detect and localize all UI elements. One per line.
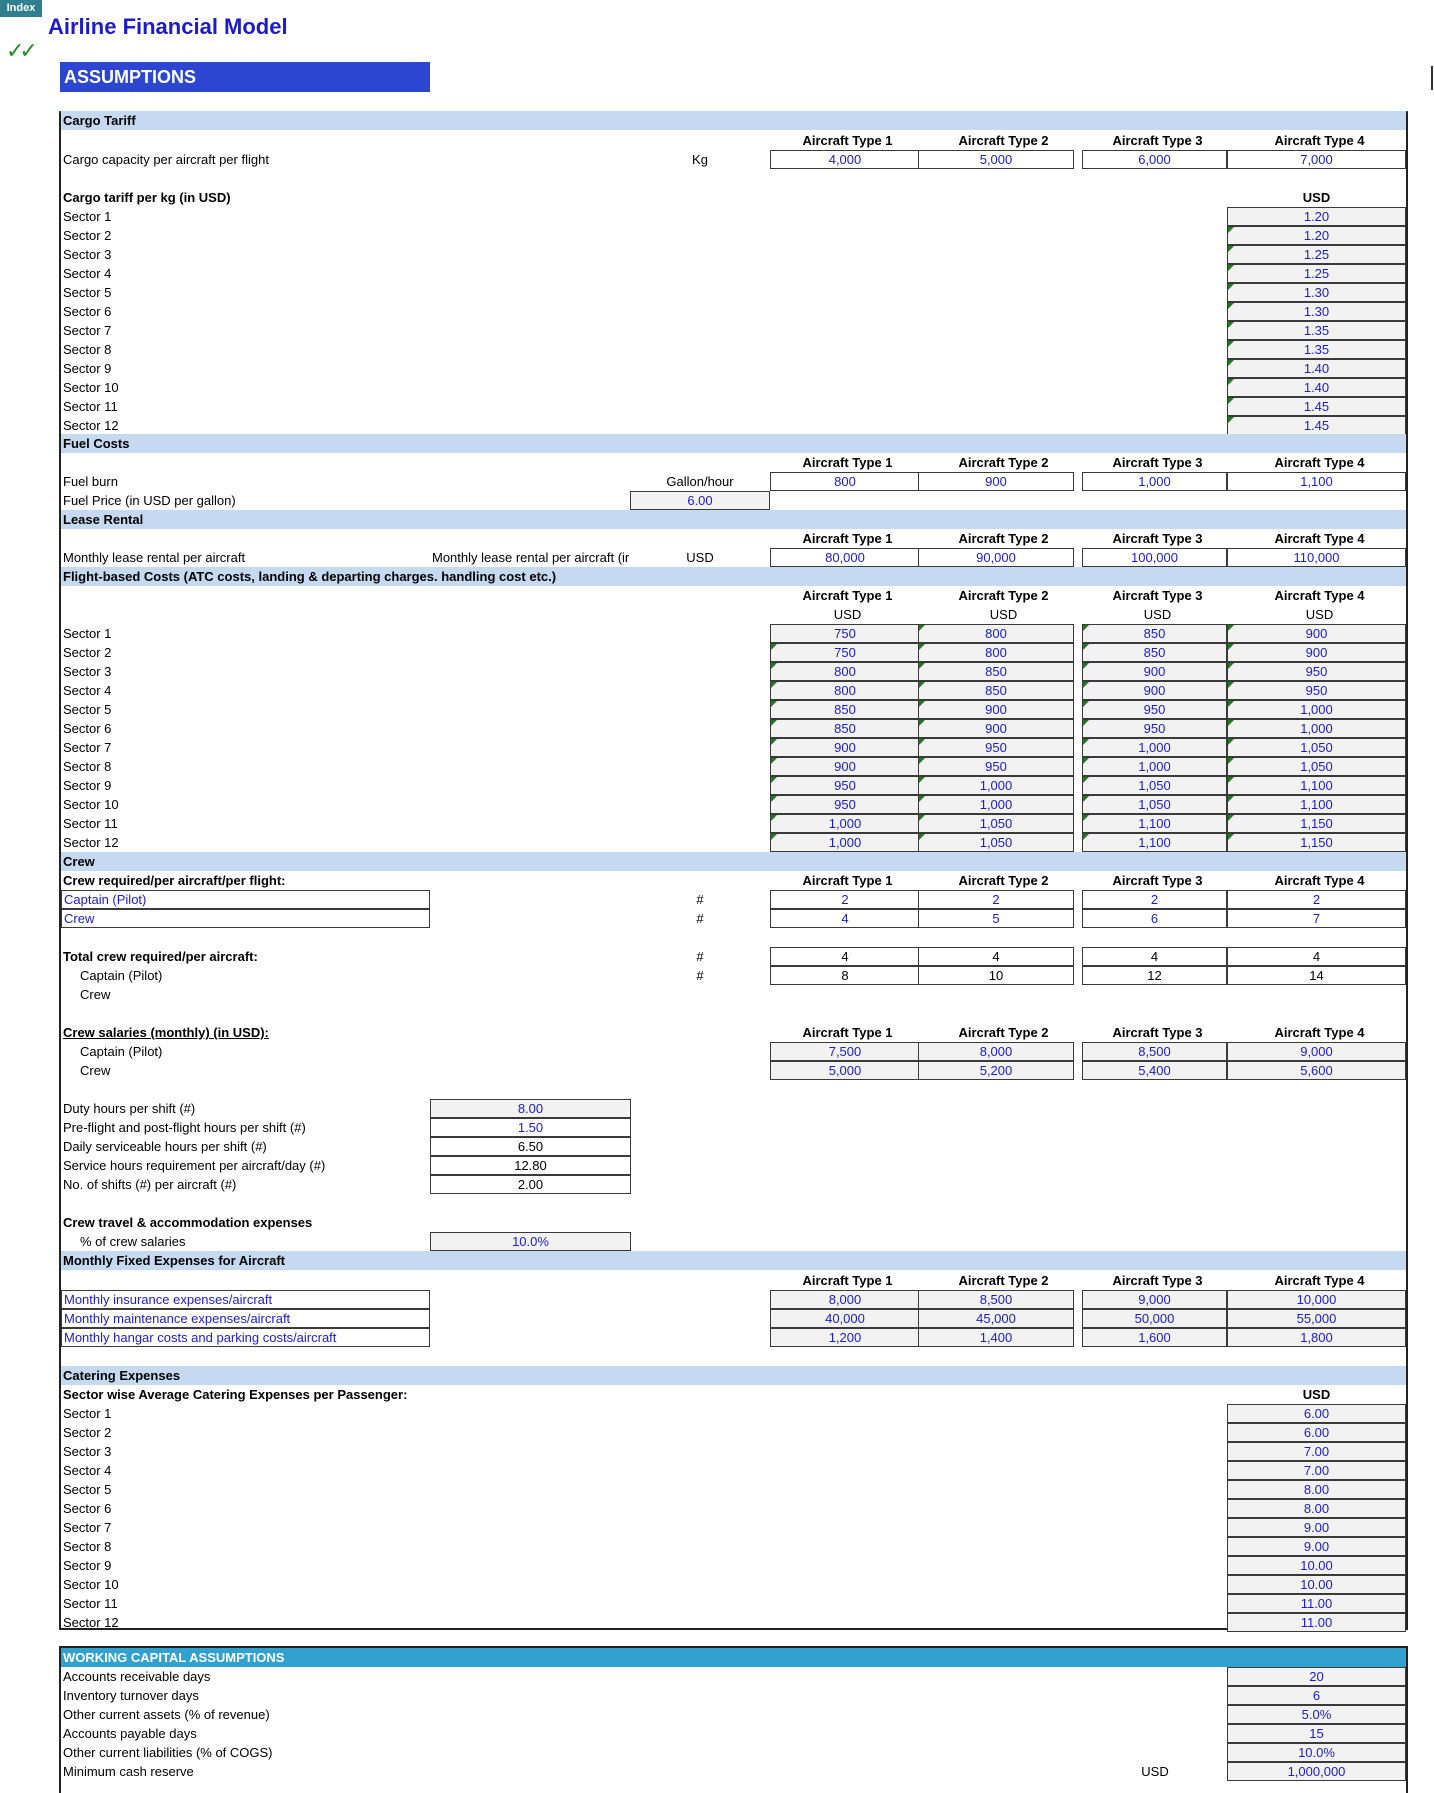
crew-required-value-type-3[interactable]: 6 [1082,909,1227,928]
salary-captain-label: Captain (Pilot) [80,1044,163,1059]
total-crew-title: Total crew required/per aircraft: [63,949,258,964]
flight-cost-value[interactable]: 850 [770,700,920,719]
catering-sector-label: Sector 11 [63,1596,118,1611]
lease-header-type-4: Aircraft Type 4 [1274,531,1365,546]
section-cargo-tariff: Cargo Tariff [61,111,1406,130]
cargo-sector-label: Sector 7 [63,323,112,338]
flight-unit-type-2: USD [989,607,1018,622]
shift-param-label: Duty hours per shift (#) [63,1101,196,1116]
salary-captain-value-type-1[interactable]: 7,500 [770,1042,920,1061]
lease-value-type-4[interactable]: 110,000 [1227,548,1406,567]
page-title: Airline Financial Model [48,14,288,39]
flight-sector-label: Sector 6 [63,721,112,736]
shift-param-label: Pre-flight and post-flight hours per shift (#) [63,1120,306,1135]
flight-cost-value[interactable]: 900 [1227,643,1406,662]
catering-value[interactable]: 8.00 [1227,1499,1406,1518]
flight-cost-value[interactable]: 850 [918,681,1074,700]
working-capital-label: Other current assets (% of revenue) [63,1707,270,1722]
flight-cost-value[interactable]: 900 [1227,624,1406,643]
salary-header-type-4: Aircraft Type 4 [1274,1025,1365,1040]
crew-travel-title: Crew travel & accommodation expenses [63,1215,313,1230]
working-capital-label: Other current liabilities (% of COGS) [63,1745,273,1760]
flight-sector-label: Sector 4 [63,683,112,698]
catering-value[interactable]: 10.00 [1227,1575,1406,1594]
cargo-tariff-value[interactable]: 1.25 [1227,264,1406,283]
fixed-expense-value-type-3[interactable]: 1,600 [1082,1328,1227,1347]
cargo-capacity-label: Cargo capacity per aircraft per flight [63,152,269,167]
total-crew-value-type-1: 8 [770,966,920,985]
flight-cost-value[interactable]: 900 [918,700,1074,719]
fixed-expense-value-type-1[interactable]: 1,200 [770,1328,920,1347]
flight-cost-value[interactable]: 950 [1082,719,1227,738]
flight-header-type-4: Aircraft Type 4 [1274,588,1365,603]
working-capital-value[interactable]: 1,000,000 [1227,1762,1406,1781]
cargo-sector-label: Sector 2 [63,228,112,243]
working-capital-label: Minimum cash reserve [63,1764,194,1779]
flight-cost-value[interactable]: 850 [1082,624,1227,643]
fuel-header-type-4: Aircraft Type 4 [1274,455,1365,470]
catering-sector-label: Sector 3 [63,1444,112,1459]
catering-sector-label: Sector 7 [63,1520,112,1535]
flight-cost-value[interactable]: 1,000 [918,776,1074,795]
flight-cost-value[interactable]: 800 [770,681,920,700]
cargo-tariff-value[interactable]: 1.35 [1227,340,1406,359]
salary-crew-value-type-2[interactable]: 5,200 [918,1061,1074,1080]
fixed-expense-value-type-3[interactable]: 9,000 [1082,1290,1227,1309]
working-capital-value[interactable]: 10.0% [1227,1743,1406,1762]
fuel-header-type-1: Aircraft Type 1 [802,455,893,470]
cargo-tariff-value[interactable]: 1.30 [1227,283,1406,302]
flight-cost-value[interactable]: 950 [918,757,1074,776]
shift-param-label: Daily serviceable hours per shift (#) [63,1139,267,1154]
cargo-tariff-unit: USD [1302,190,1331,205]
salary-crew-value-type-3[interactable]: 5,400 [1082,1061,1227,1080]
cargo-header-type-1: Aircraft Type 1 [802,133,893,148]
section-crew: Crew [61,852,1406,871]
lease-header-type-1: Aircraft Type 1 [802,531,893,546]
flight-sector-label: Sector 3 [63,664,112,679]
flight-cost-value[interactable]: 1,150 [1227,814,1406,833]
flight-cost-value[interactable]: 1,100 [1082,814,1227,833]
crew-salary-title: Crew salaries (monthly) (in USD): [63,1025,269,1040]
working-capital-label: Accounts receivable days [63,1669,211,1684]
flight-cost-value[interactable]: 800 [918,643,1074,662]
captain-required-value-type-2[interactable]: 2 [918,890,1074,909]
salary-captain-value-type-4[interactable]: 9,000 [1227,1042,1406,1061]
flight-sector-label: Sector 1 [63,626,112,641]
scroll-edge-marker [1431,66,1433,90]
checkmark-icon: ✓✓ [6,38,33,63]
flight-cost-value[interactable]: 1,050 [918,814,1074,833]
flight-cost-value[interactable]: 950 [770,795,920,814]
fixed-expense-value-type-4[interactable]: 1,800 [1227,1328,1406,1347]
flight-cost-value[interactable]: 950 [918,738,1074,757]
working-capital-unit: USD [1141,1764,1169,1779]
flight-sector-label: Sector 10 [63,797,119,812]
section-monthly-fixed-expenses: Monthly Fixed Expenses for Aircraft [61,1251,1406,1270]
fixed-expense-value-type-1[interactable]: 40,000 [770,1309,920,1328]
salary-header-type-1: Aircraft Type 1 [802,1025,893,1040]
fuel-burn-unit: Gallon/hour [666,474,734,489]
cargo-sector-label: Sector 5 [63,285,112,300]
lease-label-2: Monthly lease rental per aircraft (ir [432,550,630,565]
salary-crew-value-type-4[interactable]: 5,600 [1227,1061,1406,1080]
flight-cost-value[interactable]: 1,000 [770,814,920,833]
cargo-capacity-value-type-2[interactable]: 5,000 [918,150,1074,169]
flight-cost-value[interactable]: 950 [1227,681,1406,700]
flight-unit-type-1: USD [833,607,862,622]
total-hash-2: # [696,968,704,983]
cargo-sector-label: Sector 12 [63,418,119,433]
fixed-expense-label[interactable]: Monthly maintenance expenses/aircraft [61,1309,430,1328]
flight-cost-value[interactable]: 1,100 [1227,776,1406,795]
cargo-sector-label: Sector 4 [63,266,112,281]
fuel-burn-value-type-3[interactable]: 1,000 [1082,472,1227,491]
crew-hash: # [696,911,704,926]
flight-cost-value[interactable]: 1,050 [1227,757,1406,776]
flight-cost-value[interactable]: 850 [918,662,1074,681]
total-captain-value-type-4: 4 [1227,947,1406,966]
crew-header-type-2: Aircraft Type 2 [958,873,1049,888]
flight-sector-label: Sector 9 [63,778,112,793]
crew-required-value-type-2[interactable]: 5 [918,909,1074,928]
cargo-sector-label: Sector 9 [63,361,112,376]
flight-sector-label: Sector 11 [63,816,118,831]
catering-value[interactable]: 11.00 [1227,1594,1406,1613]
total-crew-value-type-3: 12 [1082,966,1227,985]
flight-cost-value[interactable]: 1,000 [1082,738,1227,757]
cargo-tariff-value[interactable]: 1.45 [1227,397,1406,416]
catering-value[interactable]: 7.00 [1227,1442,1406,1461]
catering-title: Sector wise Average Catering Expenses per Passenger: [63,1387,408,1402]
crew-header-type-1: Aircraft Type 1 [802,873,893,888]
flight-header-type-2: Aircraft Type 2 [958,588,1049,603]
catering-sector-label: Sector 5 [63,1482,112,1497]
lease-header-type-3: Aircraft Type 3 [1112,531,1203,546]
flight-cost-value[interactable]: 950 [1082,700,1227,719]
salary-captain-value-type-2[interactable]: 8,000 [918,1042,1074,1061]
fixed-expense-value-type-2[interactable]: 8,500 [918,1290,1074,1309]
flight-sector-label: Sector 2 [63,645,112,660]
fixed-header-type-3: Aircraft Type 3 [1112,1273,1203,1288]
flight-cost-value[interactable]: 1,050 [1082,795,1227,814]
cargo-tariff-value[interactable]: 1.35 [1227,321,1406,340]
fuel-burn-value-type-2[interactable]: 900 [918,472,1074,491]
index-button[interactable]: Index [0,0,42,17]
section-working-capital: WORKING CAPITAL ASSUMPTIONS [61,1648,1406,1667]
working-capital-value[interactable]: 20 [1227,1667,1406,1686]
flight-cost-value[interactable]: 1,100 [1082,833,1227,852]
total-captain-label: Captain (Pilot) [80,968,163,983]
flight-sector-label: Sector 7 [63,740,112,755]
captain-required-value-type-3[interactable]: 2 [1082,890,1227,909]
crew-header-type-3: Aircraft Type 3 [1112,873,1203,888]
working-capital-label: Accounts payable days [63,1726,197,1741]
cargo-sector-label: Sector 3 [63,247,112,262]
lease-unit: USD [686,550,714,565]
salary-header-type-2: Aircraft Type 2 [958,1025,1049,1040]
catering-sector-label: Sector 2 [63,1425,112,1440]
catering-sector-label: Sector 4 [63,1463,112,1478]
total-captain-value-type-3: 4 [1082,947,1227,966]
fuel-burn-value-type-1[interactable]: 800 [770,472,920,491]
cargo-sector-label: Sector 6 [63,304,112,319]
section-flight-based-costs: Flight-based Costs (ATC costs, landing & departing charges. handling cost etc.) [61,567,1406,586]
crew-required-value-type-1[interactable]: 4 [770,909,920,928]
flight-cost-value[interactable]: 1,000 [1227,719,1406,738]
catering-value[interactable]: 11.00 [1227,1613,1406,1632]
flight-cost-value[interactable]: 1,000 [1227,700,1406,719]
flight-header-type-3: Aircraft Type 3 [1112,588,1203,603]
catering-sector-label: Sector 10 [63,1577,119,1592]
fixed-header-type-4: Aircraft Type 4 [1274,1273,1365,1288]
cargo-sector-label: Sector 11 [63,399,118,414]
salary-crew-value-type-1[interactable]: 5,000 [770,1061,920,1080]
working-capital-label: Inventory turnover days [63,1688,199,1703]
catering-sector-label: Sector 9 [63,1558,112,1573]
cargo-capacity-value-type-1[interactable]: 4,000 [770,150,920,169]
fixed-expense-label[interactable]: Monthly insurance expenses/aircraft [61,1290,430,1309]
catering-sector-label: Sector 12 [63,1615,119,1630]
cargo-tariff-value[interactable]: 1.20 [1227,226,1406,245]
crew-label-box[interactable]: Crew [61,909,430,928]
assumptions-banner: ASSUMPTIONS [60,62,430,92]
fuel-header-type-2: Aircraft Type 2 [958,455,1049,470]
flight-cost-value[interactable]: 900 [918,719,1074,738]
flight-cost-value[interactable]: 900 [770,757,920,776]
cargo-capacity-value-type-4[interactable]: 7,000 [1227,150,1406,169]
cargo-header-type-4: Aircraft Type 4 [1274,133,1365,148]
salary-captain-value-type-3[interactable]: 8,500 [1082,1042,1227,1061]
cargo-header-type-3: Aircraft Type 3 [1112,133,1203,148]
total-captain-value-type-1: 4 [770,947,920,966]
shift-param-label: No. of shifts (#) per aircraft (#) [63,1177,237,1192]
fixed-expense-value-type-3[interactable]: 50,000 [1082,1309,1227,1328]
salary-crew-label: Crew [80,1063,111,1078]
fuel-burn-value-type-4[interactable]: 1,100 [1227,472,1406,491]
flight-cost-value[interactable]: 950 [770,776,920,795]
shift-param-value: 2.00 [430,1175,631,1194]
catering-value[interactable]: 10.00 [1227,1556,1406,1575]
catering-sector-label: Sector 8 [63,1539,112,1554]
captain-required-value-type-4[interactable]: 2 [1227,890,1406,909]
section-lease-rental: Lease Rental [61,510,1406,529]
cargo-tariff-value[interactable]: 1.45 [1227,416,1406,435]
fuel-price-label: Fuel Price (in USD per gallon) [63,493,236,508]
cargo-tariff-value[interactable]: 1.25 [1227,245,1406,264]
fuel-burn-label: Fuel burn [63,474,118,489]
flight-cost-value[interactable]: 1,150 [1227,833,1406,852]
shift-param-value[interactable]: 8.00 [430,1099,631,1118]
flight-cost-value[interactable]: 900 [1082,681,1227,700]
shift-param-value: 6.50 [430,1137,631,1156]
total-crew-label: Crew [80,987,111,1002]
shift-param-label: Service hours requirement per aircraft/day (#) [63,1158,326,1173]
flight-cost-value[interactable]: 900 [1082,662,1227,681]
crew-travel-label: % of crew salaries [80,1234,186,1249]
flight-unit-type-3: USD [1143,607,1172,622]
fixed-header-type-1: Aircraft Type 1 [802,1273,893,1288]
flight-cost-value[interactable]: 900 [770,738,920,757]
flight-cost-value[interactable]: 1,000 [1082,757,1227,776]
fixed-expense-value-type-2[interactable]: 45,000 [918,1309,1074,1328]
crew-travel-value[interactable]: 10.0% [430,1232,631,1251]
cargo-capacity-value-type-3[interactable]: 6,000 [1082,150,1227,169]
lease-value-type-3[interactable]: 100,000 [1082,548,1227,567]
crew-header-type-4: Aircraft Type 4 [1274,873,1365,888]
captain-hash: # [696,892,704,907]
flight-unit-type-4: USD [1305,607,1334,622]
flight-cost-value[interactable]: 1,050 [918,833,1074,852]
fixed-expense-label[interactable]: Monthly hangar costs and parking costs/aircraft [61,1328,430,1347]
catering-sector-label: Sector 1 [63,1406,112,1421]
flight-cost-value[interactable]: 750 [770,643,920,662]
captain-label-box[interactable]: Captain (Pilot) [61,890,430,909]
salary-header-type-3: Aircraft Type 3 [1112,1025,1203,1040]
cargo-tariff-value[interactable]: 1.30 [1227,302,1406,321]
cargo-sector-label: Sector 1 [63,209,112,224]
captain-required-value-type-1[interactable]: 2 [770,890,920,909]
working-capital-value[interactable]: 5.0% [1227,1705,1406,1724]
shift-param-value[interactable]: 1.50 [430,1118,631,1137]
section-catering-expenses: Catering Expenses [61,1366,1406,1385]
total-crew-value-type-2: 10 [918,966,1074,985]
flight-cost-value[interactable]: 1,000 [770,833,920,852]
cargo-tariff-title: Cargo tariff per kg (in USD) [63,190,231,205]
cargo-tariff-value[interactable]: 1.20 [1227,207,1406,226]
flight-cost-value[interactable]: 850 [770,719,920,738]
section-fuel-costs: Fuel Costs [61,434,1406,453]
fixed-expense-value-type-4[interactable]: 10,000 [1227,1290,1406,1309]
flight-sector-label: Sector 12 [63,835,119,850]
fixed-expense-value-type-1[interactable]: 8,000 [770,1290,920,1309]
lease-value-type-2[interactable]: 90,000 [918,548,1074,567]
total-captain-value-type-2: 4 [918,947,1074,966]
cargo-sector-label: Sector 10 [63,380,119,395]
flight-header-type-1: Aircraft Type 1 [802,588,893,603]
flight-cost-value[interactable]: 1,100 [1227,795,1406,814]
lease-header-type-2: Aircraft Type 2 [958,531,1049,546]
catering-value[interactable]: 9.00 [1227,1518,1406,1537]
catering-value[interactable]: 8.00 [1227,1480,1406,1499]
lease-value-type-1[interactable]: 80,000 [770,548,920,567]
fixed-expense-value-type-4[interactable]: 55,000 [1227,1309,1406,1328]
total-hash-1: # [696,949,704,964]
flight-cost-value[interactable]: 850 [1082,643,1227,662]
flight-cost-value[interactable]: 950 [1227,662,1406,681]
fixed-expense-value-type-2[interactable]: 1,400 [918,1328,1074,1347]
shift-param-value: 12.80 [430,1156,631,1175]
flight-cost-value[interactable]: 800 [918,624,1074,643]
flight-cost-value[interactable]: 1,000 [918,795,1074,814]
flight-sector-label: Sector 5 [63,702,112,717]
crew-required-value-type-4[interactable]: 7 [1227,909,1406,928]
working-capital-value[interactable]: 15 [1227,1724,1406,1743]
flight-cost-value[interactable]: 1,050 [1227,738,1406,757]
flight-cost-value[interactable]: 800 [770,662,920,681]
flight-cost-value[interactable]: 1,050 [1082,776,1227,795]
working-capital-value[interactable]: 6 [1227,1686,1406,1705]
total-crew-value-type-4: 14 [1227,966,1406,985]
catering-sector-label: Sector 6 [63,1501,112,1516]
cargo-tariff-value[interactable]: 1.40 [1227,378,1406,397]
crew-required-title: Crew required/per aircraft/per flight: [63,873,286,888]
fuel-price-value[interactable]: 6.00 [630,491,770,510]
catering-unit: USD [1302,1387,1331,1402]
flight-cost-value[interactable]: 750 [770,624,920,643]
cargo-header-type-2: Aircraft Type 2 [958,133,1049,148]
catering-value[interactable]: 6.00 [1227,1423,1406,1442]
catering-value[interactable]: 7.00 [1227,1461,1406,1480]
cargo-sector-label: Sector 8 [63,342,112,357]
lease-label: Monthly lease rental per aircraft [63,550,246,565]
fixed-header-type-2: Aircraft Type 2 [958,1273,1049,1288]
fuel-header-type-3: Aircraft Type 3 [1112,455,1203,470]
catering-value[interactable]: 9.00 [1227,1537,1406,1556]
flight-sector-label: Sector 8 [63,759,112,774]
cargo-capacity-unit: Kg [692,152,708,167]
catering-value[interactable]: 6.00 [1227,1404,1406,1423]
cargo-tariff-value[interactable]: 1.40 [1227,359,1406,378]
